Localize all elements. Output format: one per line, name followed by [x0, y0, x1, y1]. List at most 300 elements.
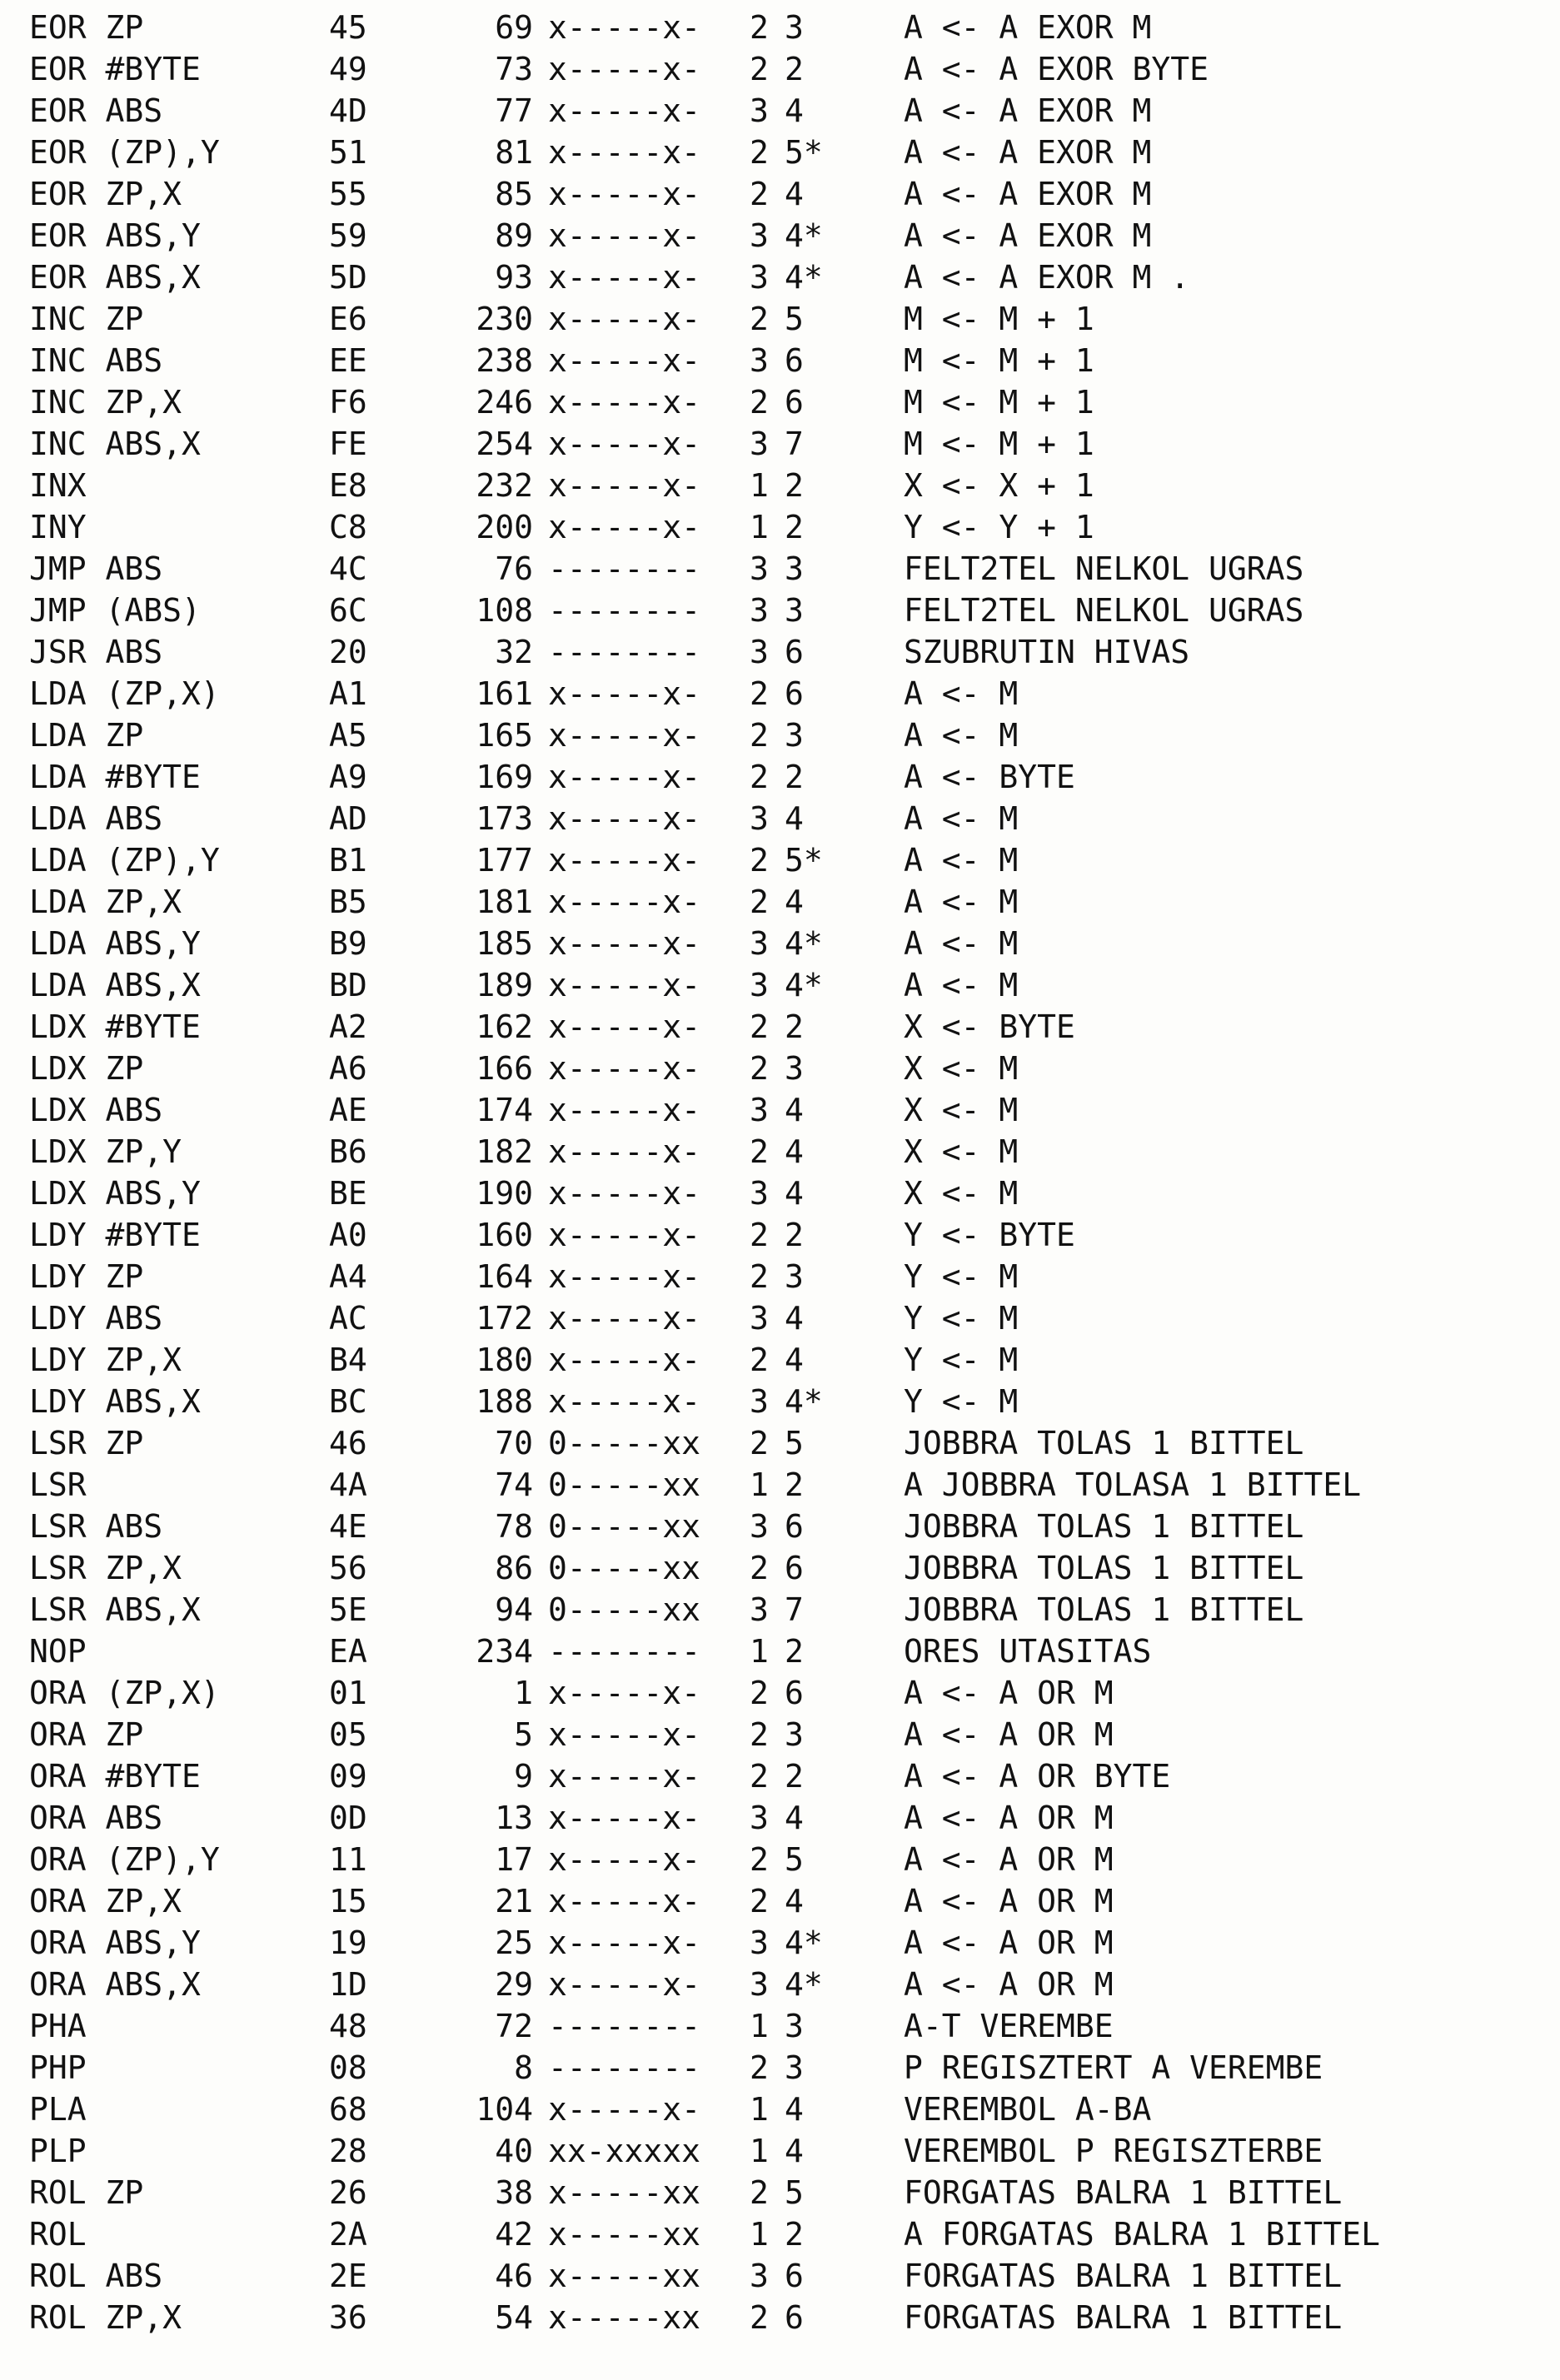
flags: xx-xxxxx: [548, 2133, 701, 2169]
opcode-decimal: 189: [476, 967, 533, 1003]
opcode-hex: A9: [329, 759, 367, 795]
description: X <- M: [904, 1050, 1019, 1087]
opcode-hex: 09: [329, 1758, 367, 1795]
opcode-decimal: 5: [514, 1716, 533, 1753]
table-row: [25, 7, 1549, 48]
cycle-count: 3: [785, 550, 804, 587]
opcode-decimal: 69: [495, 9, 533, 46]
description: JOBBRA TOLAS 1 BITTEL: [904, 1591, 1304, 1628]
byte-count: 2: [750, 1675, 769, 1711]
description: M <- M + 1: [904, 301, 1094, 337]
opcode-decimal: 180: [476, 1342, 533, 1378]
flags: x-----x-: [548, 217, 701, 254]
flags: x-----x-: [548, 967, 701, 1003]
opcode-decimal: 166: [476, 1050, 533, 1087]
opcode-hex: 46: [329, 1425, 367, 1461]
opcode-decimal: 42: [495, 2216, 533, 2253]
mnemonic: EOR (ZP),Y: [29, 134, 220, 171]
byte-count: 3: [750, 1800, 769, 1836]
opcode-hex: A2: [329, 1008, 367, 1045]
opcode-hex: 11: [329, 1841, 367, 1878]
opcode-hex: 4E: [329, 1508, 367, 1545]
flags: x-----x-: [548, 759, 701, 795]
byte-count: 3: [750, 925, 769, 962]
byte-count: 3: [750, 342, 769, 379]
mnemonic: LDX ZP,Y: [29, 1133, 182, 1170]
description: A <- A OR M: [904, 1800, 1114, 1836]
flags: --------: [548, 2049, 701, 2086]
opcode-hex: E6: [329, 301, 367, 337]
table-row: [25, 465, 1549, 506]
mnemonic: LDY ABS: [29, 1300, 163, 1337]
opcode-decimal: 89: [495, 217, 533, 254]
cycle-count: 4*: [785, 259, 823, 296]
cycle-count: 6: [785, 384, 804, 421]
cycle-count: 2: [785, 2216, 804, 2253]
table-row: [25, 590, 1549, 631]
cycle-count: 2: [785, 509, 804, 545]
mnemonic: ORA (ZP),Y: [29, 1841, 220, 1878]
description: FORGATAS BALRA 1 BITTEL: [904, 2299, 1343, 2336]
mnemonic: LSR ABS: [29, 1508, 163, 1545]
cycle-count: 4: [785, 2091, 804, 2128]
byte-count: 2: [750, 9, 769, 46]
table-row: [25, 1964, 1549, 2005]
mnemonic: INC ABS: [29, 342, 163, 379]
byte-count: 2: [750, 2174, 769, 2211]
cycle-count: 5*: [785, 134, 823, 171]
opcode-hex: 5E: [329, 1591, 367, 1628]
byte-count: 1: [750, 2216, 769, 2253]
description: A <- A EXOR M: [904, 92, 1152, 129]
table-row: [25, 1547, 1549, 1589]
description: JOBBRA TOLAS 1 BITTEL: [904, 1550, 1304, 1586]
flags: x-----x-: [548, 1800, 701, 1836]
opcode-hex: 0D: [329, 1800, 367, 1836]
cycle-count: 3: [785, 592, 804, 629]
description: A <- A EXOR M: [904, 134, 1152, 171]
mnemonic: ORA ABS,Y: [29, 1924, 201, 1961]
opcode-decimal: 174: [476, 1092, 533, 1128]
cycle-count: 3: [785, 2049, 804, 2086]
opcode-hex: 4C: [329, 550, 367, 587]
opcode-decimal: 200: [476, 509, 533, 545]
cycle-count: 4: [785, 1175, 804, 1212]
opcode-hex: B6: [329, 1133, 367, 1170]
description: A JOBBRA TOLASA 1 BITTEL: [904, 1466, 1362, 1503]
opcode-hex: 6C: [329, 592, 367, 629]
opcode-decimal: 190: [476, 1175, 533, 1212]
byte-count: 1: [750, 2008, 769, 2044]
flags: x-----x-: [548, 9, 701, 46]
flags: x-----x-: [548, 134, 701, 171]
cycle-count: 4: [785, 1300, 804, 1337]
table-row: [25, 631, 1549, 673]
flags: x-----x-: [548, 1175, 701, 1212]
opcode-decimal: 21: [495, 1883, 533, 1919]
opcode-hex: 59: [329, 217, 367, 254]
mnemonic: EOR ABS,X: [29, 259, 201, 296]
description: A <- A EXOR M: [904, 217, 1152, 254]
opcode-hex: 05: [329, 1716, 367, 1753]
flags: x-----xx: [548, 2216, 701, 2253]
description: SZUBRUTIN HIVAS: [904, 634, 1190, 670]
flags: x-----x-: [548, 426, 701, 462]
mnemonic: LDA (ZP),Y: [29, 842, 220, 879]
table-row: [25, 1173, 1549, 1214]
byte-count: 3: [750, 1300, 769, 1337]
flags: 0-----xx: [548, 1591, 701, 1628]
table-row: [25, 2005, 1549, 2047]
cycle-count: 4: [785, 176, 804, 212]
byte-count: 3: [750, 1966, 769, 2003]
mnemonic: LDY ZP: [29, 1258, 144, 1295]
cycle-count: 7: [785, 1591, 804, 1628]
flags: --------: [548, 1633, 701, 1670]
cycle-count: 5: [785, 2174, 804, 2211]
opcode-decimal: 169: [476, 759, 533, 795]
opcode-decimal: 238: [476, 342, 533, 379]
mnemonic: LSR ZP: [29, 1425, 144, 1461]
cycle-count: 6: [785, 2258, 804, 2294]
mnemonic: ORA #BYTE: [29, 1758, 201, 1795]
opcode-decimal: 70: [495, 1425, 533, 1461]
opcode-hex: AC: [329, 1300, 367, 1337]
mnemonic: PLP: [29, 2133, 87, 2169]
description: A <- BYTE: [904, 759, 1075, 795]
flags: x-----x-: [548, 1966, 701, 2003]
opcode-decimal: 177: [476, 842, 533, 879]
mnemonic: PHA: [29, 2008, 87, 2044]
opcode-decimal: 173: [476, 800, 533, 837]
table-row: [25, 1048, 1549, 1089]
table-row: [25, 1506, 1549, 1547]
cycle-count: 4: [785, 1342, 804, 1378]
mnemonic: ORA (ZP,X): [29, 1675, 220, 1711]
mnemonic: INC ZP,X: [29, 384, 182, 421]
mnemonic: EOR ZP: [29, 9, 144, 46]
table-row: [25, 1672, 1549, 1714]
mnemonic: PHP: [29, 2049, 87, 2086]
table-row: [25, 1256, 1549, 1297]
opcode-hex: AD: [329, 800, 367, 837]
table-row: [25, 1381, 1549, 1422]
byte-count: 2: [750, 1217, 769, 1253]
byte-count: 2: [750, 134, 769, 171]
byte-count: 2: [750, 1008, 769, 1045]
byte-count: 2: [750, 1841, 769, 1878]
flags: x-----x-: [548, 1883, 701, 1919]
description: VEREMBOL P REGISZTERBE: [904, 2133, 1323, 2169]
mnemonic: INC ZP: [29, 301, 144, 337]
cycle-count: 4*: [785, 1383, 823, 1420]
byte-count: 3: [750, 1924, 769, 1961]
mnemonic: JSR ABS: [29, 634, 163, 670]
opcode-hex: 2A: [329, 2216, 367, 2253]
byte-count: 1: [750, 467, 769, 504]
opcode-hex: E8: [329, 467, 367, 504]
table-row: [25, 756, 1549, 798]
byte-count: 2: [750, 176, 769, 212]
opcode-hex: 01: [329, 1675, 367, 1711]
description: FORGATAS BALRA 1 BITTEL: [904, 2174, 1343, 2211]
description: Y <- Y + 1: [904, 509, 1094, 545]
opcode-hex: 48: [329, 2008, 367, 2044]
description: JOBBRA TOLAS 1 BITTEL: [904, 1425, 1304, 1461]
opcode-hex: A6: [329, 1050, 367, 1087]
byte-count: 2: [750, 884, 769, 920]
description: A <- A OR M: [904, 1883, 1114, 1919]
byte-count: 3: [750, 217, 769, 254]
byte-count: 2: [750, 759, 769, 795]
description: ORES UTASITAS: [904, 1633, 1152, 1670]
flags: x-----x-: [548, 1050, 701, 1087]
cycle-count: 6: [785, 634, 804, 670]
byte-count: 1: [750, 2091, 769, 2128]
flags: x-----x-: [548, 717, 701, 754]
byte-count: 3: [750, 1508, 769, 1545]
opcode-hex: 55: [329, 176, 367, 212]
cycle-count: 6: [785, 1508, 804, 1545]
opcode-decimal: 104: [476, 2091, 533, 2128]
opcode-hex: F6: [329, 384, 367, 421]
opcode-hex: 08: [329, 2049, 367, 2086]
description: Y <- M: [904, 1342, 1019, 1378]
table-row: [25, 1797, 1549, 1839]
byte-count: 2: [750, 1550, 769, 1586]
opcode-decimal: 160: [476, 1217, 533, 1253]
table-row: [25, 2297, 1549, 2338]
byte-count: 2: [750, 1425, 769, 1461]
table-row: [25, 1422, 1549, 1464]
cycle-count: 2: [785, 1008, 804, 1045]
table-row: [25, 1214, 1549, 1256]
opcode-hex: B4: [329, 1342, 367, 1378]
cycle-count: 3: [785, 717, 804, 754]
mnemonic: LDA (ZP,X): [29, 675, 220, 712]
table-row: [25, 923, 1549, 964]
table-row: [25, 90, 1549, 132]
opcode-decimal: 165: [476, 717, 533, 754]
flags: --------: [548, 592, 701, 629]
opcode-decimal: 29: [495, 1966, 533, 2003]
opcode-decimal: 85: [495, 176, 533, 212]
byte-count: 2: [750, 51, 769, 87]
cycle-count: 5: [785, 1425, 804, 1461]
table-row: [25, 964, 1549, 1006]
cycle-count: 4: [785, 1800, 804, 1836]
byte-count: 2: [750, 384, 769, 421]
byte-count: 2: [750, 1342, 769, 1378]
description: X <- M: [904, 1133, 1019, 1170]
mnemonic: ORA ZP,X: [29, 1883, 182, 1919]
table-row: [25, 1714, 1549, 1755]
opcode-decimal: 32: [495, 634, 533, 670]
cycle-count: 4: [785, 884, 804, 920]
opcode-decimal: 161: [476, 675, 533, 712]
opcode-hex: A0: [329, 1217, 367, 1253]
mnemonic: LDY ABS,X: [29, 1383, 201, 1420]
table-row: [25, 48, 1549, 90]
cycle-count: 2: [785, 1466, 804, 1503]
opcode-hex: 45: [329, 9, 367, 46]
table-row: [25, 2213, 1549, 2255]
opcode-hex: BC: [329, 1383, 367, 1420]
opcode-hex: BD: [329, 967, 367, 1003]
flags: x-----x-: [548, 1217, 701, 1253]
byte-count: 3: [750, 800, 769, 837]
description: A FORGATAS BALRA 1 BITTEL: [904, 2216, 1380, 2253]
description: FELT2TEL NELKOL UGRAS: [904, 592, 1304, 629]
description: Y <- M: [904, 1383, 1019, 1420]
opcode-hex: 20: [329, 634, 367, 670]
mnemonic: LDA #BYTE: [29, 759, 201, 795]
description: A <- A OR M: [904, 1966, 1114, 2003]
opcode-decimal: 254: [476, 426, 533, 462]
cycle-count: 5: [785, 301, 804, 337]
cycle-count: 4: [785, 1092, 804, 1128]
opcode-decimal: 77: [495, 92, 533, 129]
cycle-count: 5: [785, 1841, 804, 1878]
table-row: [25, 2172, 1549, 2213]
table-row: [25, 673, 1549, 714]
flags: x-----x-: [548, 1092, 701, 1128]
cycle-count: 4*: [785, 217, 823, 254]
flags: 0-----xx: [548, 1425, 701, 1461]
flags: x-----x-: [548, 259, 701, 296]
opcode-hex: 19: [329, 1924, 367, 1961]
opcode-hex: B9: [329, 925, 367, 962]
opcode-decimal: 72: [495, 2008, 533, 2044]
opcode-hex: 56: [329, 1550, 367, 1586]
flags: --------: [548, 2008, 701, 2044]
table-row: [25, 256, 1549, 298]
opcode-decimal: 94: [495, 1591, 533, 1628]
mnemonic: ROL: [29, 2216, 87, 2253]
flags: x-----x-: [548, 800, 701, 837]
mnemonic: EOR #BYTE: [29, 51, 201, 87]
flags: x-----x-: [548, 51, 701, 87]
opcode-decimal: 234: [476, 1633, 533, 1670]
byte-count: 2: [750, 1716, 769, 1753]
opcode-decimal: 181: [476, 884, 533, 920]
table-row: [25, 881, 1549, 923]
description: Y <- M: [904, 1300, 1019, 1337]
flags: x-----x-: [548, 1716, 701, 1753]
description: M <- M + 1: [904, 426, 1094, 462]
opcode-decimal: 162: [476, 1008, 533, 1045]
description: FORGATAS BALRA 1 BITTEL: [904, 2258, 1343, 2294]
table-row: [25, 1755, 1549, 1797]
table-row: [25, 1839, 1549, 1880]
table-row: [25, 1631, 1549, 1672]
opcode-decimal: 8: [514, 2049, 533, 2086]
byte-count: 3: [750, 1383, 769, 1420]
opcode-hex: 26: [329, 2174, 367, 2211]
byte-count: 2: [750, 717, 769, 754]
cycle-count: 4*: [785, 1966, 823, 2003]
opcode-hex: A1: [329, 675, 367, 712]
mnemonic: LDY ZP,X: [29, 1342, 182, 1378]
byte-count: 1: [750, 2133, 769, 2169]
table-row: [25, 173, 1549, 215]
cycle-count: 4: [785, 2133, 804, 2169]
opcode-decimal: 13: [495, 1800, 533, 1836]
description: A <- M: [904, 675, 1019, 712]
cycle-count: 3: [785, 1258, 804, 1295]
cycle-count: 2: [785, 1217, 804, 1253]
opcode-decimal: 230: [476, 301, 533, 337]
table-row: [25, 298, 1549, 340]
cycle-count: 4: [785, 1883, 804, 1919]
flags: x-----x-: [548, 842, 701, 879]
opcode-decimal: 81: [495, 134, 533, 171]
byte-count: 3: [750, 634, 769, 670]
flags: x-----x-: [548, 509, 701, 545]
cycle-count: 4*: [785, 1924, 823, 1961]
flags: 0-----xx: [548, 1466, 701, 1503]
description: A <- A OR BYTE: [904, 1758, 1171, 1795]
opcode-hex: 4D: [329, 92, 367, 129]
table-row: [25, 1922, 1549, 1964]
mnemonic: JMP (ABS): [29, 592, 201, 629]
mnemonic: ROL ABS: [29, 2258, 163, 2294]
flags: x-----x-: [548, 1383, 701, 1420]
description: A <- M: [904, 884, 1019, 920]
table-row: [25, 2089, 1549, 2130]
table-row: [25, 1131, 1549, 1173]
opcode-hex: 68: [329, 2091, 367, 2128]
mnemonic: LDX ZP: [29, 1050, 144, 1087]
cycle-count: 2: [785, 1633, 804, 1670]
table-row: [25, 1089, 1549, 1131]
opcode-hex: 2E: [329, 2258, 367, 2294]
cycle-count: 3: [785, 1050, 804, 1087]
mnemonic: LSR ABS,X: [29, 1591, 201, 1628]
table-row: [25, 1339, 1549, 1381]
cycle-count: 6: [785, 342, 804, 379]
flags: x-----x-: [548, 884, 701, 920]
table-row: [25, 2130, 1549, 2172]
opcode-decimal: 9: [514, 1758, 533, 1795]
mnemonic: LSR ZP,X: [29, 1550, 182, 1586]
description: A <- M: [904, 800, 1019, 837]
byte-count: 2: [750, 1883, 769, 1919]
opcode-hex: BE: [329, 1175, 367, 1212]
mnemonic: ROL ZP: [29, 2174, 144, 2211]
table-row: [25, 1297, 1549, 1339]
byte-count: 2: [750, 1758, 769, 1795]
opcode-hex: 5D: [329, 259, 367, 296]
opcode-decimal: 164: [476, 1258, 533, 1295]
mnemonic: LDA ABS: [29, 800, 163, 837]
cycle-count: 4: [785, 92, 804, 129]
flags: x-----x-: [548, 2091, 701, 2128]
opcode-hex: 4A: [329, 1466, 367, 1503]
mnemonic: LDA ABS,X: [29, 967, 201, 1003]
description: A <- M: [904, 717, 1019, 754]
flags: 0-----xx: [548, 1508, 701, 1545]
mnemonic: ORA ZP: [29, 1716, 144, 1753]
flags: --------: [548, 550, 701, 587]
mnemonic: LDA ABS,Y: [29, 925, 201, 962]
byte-count: 3: [750, 2258, 769, 2294]
description: Y <- M: [904, 1258, 1019, 1295]
byte-count: 1: [750, 509, 769, 545]
byte-count: 3: [750, 1092, 769, 1128]
cycle-count: 2: [785, 759, 804, 795]
opcode-decimal: 172: [476, 1300, 533, 1337]
